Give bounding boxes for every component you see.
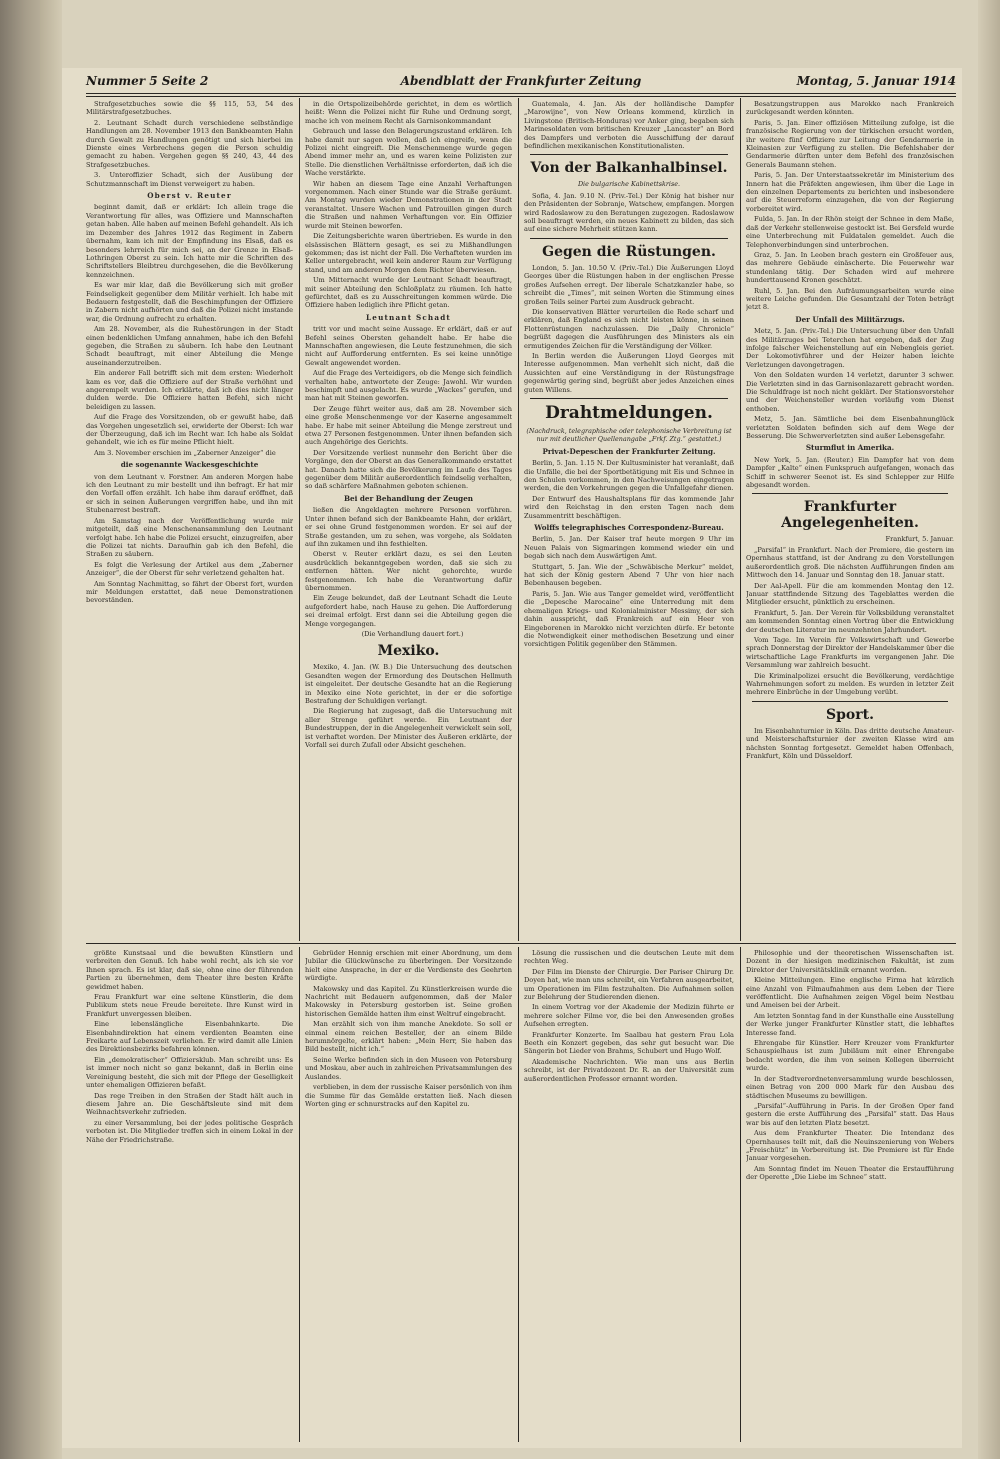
paragraph: verblieben, in dem der russische Kaiser persönlich von ihm die Summe für das Gemälde erstatten ließ. Nach diesen Worten ging er schnurstracks auf den Kapitel zu. bbox=[305, 1083, 512, 1108]
paragraph: Die Zeitungsberichte waren übertrieben. Es wurde in den elsässischen Blättern gesagt, es sei zu Mißhandlungen gekommen; das ist nicht der Fall. Die Verhafteten wurden im Keller untergebracht, weil kein anderer Raum zur Verfügung stand, und am anderen Morgen dem Richter überwiesen. bbox=[305, 232, 512, 274]
paragraph: Der Aal-Apell. Für die am kommenden Montag den 12. Januar stattfindende Sitzung des Tageblattes werden die Mitglieder ersucht, pünktlich zu erscheinen. bbox=[746, 581, 954, 607]
paragraph: Berlin, 5. Jan. 1.15 N. Der Kultusminister hat veranlaßt, daß die Unfälle, die bei der Sportbetätigung mit Eis und Schnee in den Schulen vorkommen, in den Nachweisungen eingetragen werden, die den Vorkehrungen gegen die Unfallgefahr dienen. bbox=[524, 459, 734, 493]
paragraph: Guatemala, 4. Jan. Als der holländische Dampfer „Marowijne“, von New Orleans kommend, kürzlich in Livingstone (Britisch-Honduras) vor Anker ging, begaben sich Marinesoldaten vom britischen Kreuzer „Lancaster“ an Bord des Dampfers und verboten die Ausschiffung der darauf befindlichen mexikanischen Konstitutionalisten. bbox=[524, 100, 734, 151]
paragraph: Gebrüder Hennig erschien mit einer Abordnung, um dem Jubilar die Glückwünsche zu überbringen. Der Vorsitzende hielt eine Ansprache, in der er die Verdienste des Geehrten würdigte. bbox=[305, 949, 512, 983]
article-column bbox=[86, 100, 293, 938]
paragraph: Von den Soldaten wurden 14 verletzt, darunter 3 schwer. Die Verletzten sind in das Garnisonlazarett gebracht worden. Die Schuldfrage ist noch nicht geklärt. Der Stationsvorsteher und der Weichensteller wurden vorläufig vom Dienst enthoben. bbox=[746, 371, 954, 413]
section-subheading: Bei der Behandlung der Zeugen bbox=[343, 493, 474, 503]
paragraph: In Berlin werden die Äußerungen Lloyd Georges mit Interesse aufgenommen. Man verhehlt sich nicht, daß die Aussichten auf eine Verständigung in der Rüstungsfrage gegenwärtig gering sind, begrüßt aber jedes Anzeichen eines guten Willens. bbox=[524, 351, 734, 394]
paragraph: Es war mir klar, daß die Bevölkerung sich mit großer Feindseligkeit gegenüber dem Militär verhielt. Ich habe mit Bedauern festgestellt, daß die Beschimpfungen der Offiziere in Zabern nicht aufhörten und daß die Polizei nicht imstande war, die Ordnung aufrecht zu erhalten. bbox=[86, 281, 293, 323]
feuilleton-column bbox=[305, 949, 512, 1441]
paragraph: Um Mitternacht wurde der Leutnant Schadt beauftragt, mit seiner Abteilung den Schloßplatz zu räumen. Ich hatte gefürchtet, daß es zu Ausschreitungen kommen würde. Die Offiziere haben lediglich ihre Pflicht getan. bbox=[305, 276, 512, 310]
article-column bbox=[524, 100, 734, 938]
paragraph: London, 5. Jan. 10.50 V. (Priv.-Tel.) Die Äußerungen Lloyd Georges über die Rüstungen haben in der englischen Presse großes Aufsehen erregt. Der liberale Schatzkanzler habe, so schreibt die „Times“, mit seinen Worten die Stimmung eines großen Teils seiner Partei zum Ausdruck gebracht. bbox=[524, 263, 734, 306]
section-headline: Mexiko. bbox=[377, 643, 440, 660]
paragraph: Es folgt die Verlesung der Artikel aus dem „Zaberner Anzeiger“, die der Oberst für sehr verletzend gehalten hat. bbox=[86, 560, 293, 578]
paragraph: Stuttgart, 5. Jan. Wie der „Schwäbische Merkur“ meldet, hat sich der König gestern Abend 7 Uhr von hier nach Bebenhausen begeben. bbox=[524, 562, 734, 588]
paragraph: Frau Frankfurt war eine seltene Künstlerin, die dem Publikum stets neue Freude bereitete. Ihre Kunst wird in Frankfurt unvergessen bleiben. bbox=[86, 993, 293, 1018]
paragraph: in die Ortspolizeibehörde gerichtet, in dem es wörtlich heißt: Wenn die Polizei nicht für Ruhe und Ordnung sorgt, mache ich von meinem Recht als Garnisonkommandant bbox=[305, 100, 512, 125]
paragraph: Das rege Treiben in den Straßen der Stadt hält auch in diesem Jahre an. Die Geschäftsleute sind mit dem Weihnachtsverkehr zufrieden. bbox=[86, 1091, 293, 1117]
header-rule-thin bbox=[86, 96, 956, 97]
paragraph: „Parsifal“ in Frankfurt. Nach der Premiere, die gestern im Opernhaus stattfand, ist der Andrang zu den Vorstellungen außerordentlich groß. Die nächsten Aufführungen finden am Mittwoch den 14. Januar und Sonntag den 18. Januar statt. bbox=[746, 545, 954, 580]
paragraph: Seine Werke befinden sich in den Museen von Petersburg und Moskau, aber auch in zahlreichen Privatsammlungen des Auslandes. bbox=[305, 1055, 512, 1081]
paragraph: Berlin, 5. Jan. Der Kaiser traf heute morgen 9 Uhr im Neuen Palais von Sigmaringen kommend wieder ein und begab sich nach dem Auswärtigen Amt. bbox=[524, 535, 734, 561]
reprint-notice: (Nachdruck, telegraphische oder telephonische Verbreitung ist nur mit deutlicher Quellenangabe „Frkf. Ztg.“ gestattet.) bbox=[526, 426, 732, 444]
dateline: Frankfurt, 5. Januar. bbox=[885, 535, 954, 544]
paragraph: größte Kunstsaal und die bewußten Künstlern und verbreiten den Genuß. Ich habe wohl recht, als ich sie vor Ihnen sprach. Es ist klar, daß sie, ohne eine der führenden Partien zu übernehmen, dem Theater ihre besten Kräfte gewidmet haben. bbox=[86, 949, 293, 991]
paragraph: Mexiko, 4. Jan. (W. B.) Die Untersuchung des deutschen Gesandten wegen der Ermordung des Deutschen Hellmuth ist eingeleitet. Der deutsche Gesandte hat an die Regierung in Mexiko eine Note gerichtet, in der er die sofortige Bestrafung der Schuldigen verlangt. bbox=[305, 663, 512, 705]
paragraph: zu einer Versammlung, bei der jedes politische Gespräch verboten ist. Die Mitglieder treffen sich in einem Lokal in der Nähe der Friedrichstraße. bbox=[86, 1118, 293, 1144]
paragraph: 3. Unteroffizier Schadt, sich der Ausübung der Schutzmannschaft im Dienst verweigert zu haben. bbox=[86, 171, 293, 188]
paragraph: von dem Leutnant v. Forstner. Am anderen Morgen habe ich den Leutnant zu mir bestellt und ihn befragt. Er hat mir den Vorfall offen erzählt. Ich habe ihm darauf eröffnet, daß er sich in seinen Äußerungen vergriffen habe, und ihn mit Stubenarrest bestraft. bbox=[86, 472, 293, 515]
section-subheading: Sturmflut in Amerika. bbox=[805, 443, 895, 453]
issue-date: Montag, 5. Januar 1914 bbox=[796, 74, 956, 88]
paragraph: In der Stadtverordnetenversammlung wurde beschlossen, einen Betrag von 200 000 Mark für den Ausbau des städtischen Museums zu bewilligen. bbox=[746, 1074, 954, 1100]
paragraph: 2. Leutnant Schadt durch verschiedene selbständige Handlungen am 28. November 1913 den Bankbeamten Hahn durch Gewalt zu Handlungen genötigt und sich hierbei im Dienste eines Verbrechens gegen die Person schuldig gemacht zu haben. Vergehen gegen §§ 240, 43, 44 des Strafgesetzbuches. bbox=[86, 118, 293, 169]
masthead: Abendblatt der Frankfurter Zeitung bbox=[400, 74, 642, 88]
paragraph: Am 3. November erschien im „Zaberner Anzeiger“ die bbox=[94, 448, 276, 457]
section-kicker: Die bulgarische Kabinettskrise. bbox=[577, 180, 681, 189]
page-number: Nummer 5 Seite 2 bbox=[86, 74, 209, 88]
page-fold bbox=[40, 0, 62, 1459]
section-headline: Drahtmeldungen. bbox=[545, 402, 713, 423]
paragraph: Auf die Frage des Vorsitzenden, ob er gewußt habe, daß das Vorgehen ungesetzlich sei, erwiderte der Oberst: Ich war der Überzeugung, daß ich im Recht war. Ich habe als Soldat gehandelt, wie ich es für meine Pflicht hielt. bbox=[86, 413, 293, 447]
paragraph: Ein Zeuge bekundet, daß der Leutnant Schadt die Leute aufgefordert habe, nach Hause zu gehen. Die Aufforderung sei dreimal erfolgt. Erst dann sei die Abteilung gegen die Menge vorgegangen. bbox=[305, 594, 512, 628]
paragraph: Paris, 5. Jan. Einer offiziösen Mitteilung zufolge, ist die französische Regierung von der türkischen ersucht worden, ihr weitere fünf Offiziere zur Leitung der Gendarmerie in Kleinasien zur Verfügung zu stellen. Die Befehlshaber der Gendarmerie dürften unter dem Befehl des französischen Generals Baumann stehen. bbox=[746, 118, 954, 169]
feuilleton-column bbox=[746, 949, 954, 1441]
paragraph: Die konservativen Blätter verurteilen die Rede scharf und erklären, daß England es sich nicht leisten könne, in seinen Flottenrüstungen nachzulassen. Die „Daily Chronicle“ begrüßt dagegen die Ausführungen des Ministers als ein ermutigendes Zeichen für die Verständigung der Völker. bbox=[524, 307, 734, 350]
paragraph: Eine lebenslängliche Eisenbahnkarte. Die Eisenbahndirektion hat einem verdienten Beamten eine Freikarte auf Lebenszeit verliehen. Er wird damit alle Linien des Direktionsbezirks befahren können. bbox=[86, 1020, 293, 1054]
paragraph: Graz, 5. Jan. In Leoben brach gestern ein Großfeuer aus, das mehrere Gebäude einäscherte. Die Feuerwehr war stundenlang tätig. Der Schaden wird auf mehrere hunderttausend Kronen geschätzt. bbox=[746, 250, 954, 285]
section-subheading: Oberst v. Reuter bbox=[147, 191, 232, 201]
divider bbox=[752, 701, 948, 702]
section-subheading: Privat-Depeschen der Frankfurter Zeitung. bbox=[542, 446, 716, 456]
section-subheading: Wolffs telegraphisches Correspondenz-Bureau. bbox=[534, 523, 724, 533]
paragraph: Metz, 5. Jan. Sämtliche bei dem Eisenbahnunglück verletzten Soldaten befinden sich auf dem Wege der Besserung. Die Schwerverletzten sind außer Lebensgefahr. bbox=[746, 415, 954, 441]
paragraph: Ein anderer Fall betrifft sich mit dem ersten: Wiederholt kam es vor, daß die Offiziere auf der Straße verhöhnt und angerempelt wurden. Ich erklärte, daß ich dies nicht länger dulden werde. Die Offiziere hatten Befehl, sich nicht beleidigen zu lassen. bbox=[86, 369, 293, 411]
paragraph: Oberst v. Reuter erklärt dazu, es sei den Leuten ausdrücklich bekanntgegeben worden, daß sie sich zu entfernen hätten. Wer nicht gehorchte, wurde festgenommen. Ich habe die Verantwortung dafür übernommen. bbox=[305, 550, 512, 592]
paragraph: Die Regierung hat zugesagt, daß die Untersuchung mit aller Strenge geführt werde. Ein Leutnant der Bundestruppen, der in die Angelegenheit verwickelt sein soll, ist verhaftet worden. Der Minister des Äußeren erklärte, der Vorfall sei durch Zufall oder Absicht geschehen. bbox=[305, 707, 512, 750]
paragraph: Man erzählt sich von ihm manche Anekdote. So soll er einmal einem reichen Besteller, der an einem Bilde herumnörgelte, erklärt haben: „Mein Herr, Sie haben das Bild bestellt, nicht ich.“ bbox=[305, 1020, 512, 1054]
divider bbox=[530, 238, 728, 239]
column-rule bbox=[740, 98, 741, 941]
section-subheading: die sogenannte Wackesgeschichte bbox=[120, 460, 259, 470]
column-rule bbox=[740, 947, 741, 1442]
column-rule bbox=[299, 98, 300, 941]
paragraph: Der Zeuge führt weiter aus, daß am 28. November sich eine große Menschenmenge vor der Kaserne angesammelt habe. Er habe mit seiner Abteilung die Menge zerstreut und etwa 27 Personen festgenommen. Unter ihnen befanden sich auch Angehörige des Gerichts. bbox=[305, 404, 512, 447]
section-headline: Von der Balkanhalbinsel. bbox=[530, 160, 728, 177]
divider bbox=[530, 398, 728, 399]
page-header bbox=[86, 74, 956, 92]
paragraph: Ehrengabe für Künstler. Herr Kreuzer vom Frankfurter Schauspielhaus ist zum Jubiläum mit einer Ehrengabe bedacht worden, die ihm von seinen Kollegen überreicht wurde. bbox=[746, 1039, 954, 1073]
paragraph: Am Sonntag findet im Neuen Theater die Erstaufführung der Operette „Die Liebe im Schnee“ statt. bbox=[746, 1164, 954, 1182]
paragraph: Vom Tage. Im Verein für Volkswirtschaft und Gewerbe sprach Donnerstag der Direktor der Handelskammer über die wirtschaftliche Lage Frankfurts im vergangenen Jahr. Die Versammlung war zahlreich besucht. bbox=[746, 635, 954, 670]
paragraph: Akademische Nachrichten. Wie man uns aus Berlin schreibt, ist der Privatdozent Dr. R. an der Universität zum außerordentlichen Professor ernannt worden. bbox=[524, 1057, 734, 1083]
paragraph: Frankfurter Konzerte. Im Saalbau hat gestern Frau Lola Beeth ein Konzert gegeben, das sehr gut besucht war. Die Sängerin bot Lieder von Brahms, Schubert und Hugo Wolf. bbox=[524, 1030, 734, 1056]
section-subheading: Der Unfall des Militärzugs. bbox=[795, 314, 905, 324]
paragraph: New York, 5. Jan. (Reuter.) Ein Dampfer hat von dem Dampfer „Kalte“ einen Funkspruch aufgefangen, wonach das Schiff in schwerer Seenot ist. Es sind Schlepper zur Hilfe abgesandt worden. bbox=[746, 455, 954, 490]
paragraph: Am letzten Sonntag fand in der Kunsthalle eine Ausstellung der Werke junger Frankfurter Künstler statt, die lebhaftes Interesse fand. bbox=[746, 1011, 954, 1037]
paragraph: Paris, 5. Jan. Der Unterstaatssekretär im Ministerium des Innern hat die Präfekten angewiesen, ihm über die Lage in den einzelnen Departements zu berichten und insbesondere auf die Steuerreform einzugehen, die von der Regierung vorbereitet wird. bbox=[746, 171, 954, 213]
paragraph: ließen die Angeklagten mehrere Personen vorführen. Unter ihnen befand sich der Bankbeamte Hahn, der erklärt, er sei ohne Grund festgenommen worden. Er sei auf der Straße gestanden, um zu sehen, was vorgehe, als Soldaten auf ihn zukamen und ihn festhielten. bbox=[305, 506, 512, 548]
paragraph: Frankfurt, 5. Jan. Der Verein für Volksbildung veranstaltet am kommenden Sonntag einen Vortrag über die Entwicklung der deutschen Literatur im neunzehnten Jahrhundert. bbox=[746, 608, 954, 634]
paragraph: Am 28. November, als die Ruhestörungen in der Stadt einen bedenklichen Umfang annahmen, habe ich den Befehl gegeben, die Straßen zu säubern. Ich habe den Leutnant Schadt beauftragt, mit einer Abteilung die Menge auseinanderzutreiben. bbox=[86, 325, 293, 367]
paragraph: Gebrauch und lasse den Belagerungszustand erklären. Ich habe damit nur sagen wollen, daß ich eingreife, wenn die Polizei nicht eingreift. Die Menschenmenge wurde gegen Abend immer mehr an, und es waren keine Polizisten zur Stelle. Die dienstlichen Verhältnisse erforderten, daß ich die Wache verstärkte. bbox=[305, 127, 512, 178]
paragraph: Lösung die russischen und die deutschen Leute mit dem rechten Weg. bbox=[524, 949, 734, 966]
section-headline: Sport. bbox=[826, 706, 874, 723]
article-column bbox=[746, 100, 954, 938]
paragraph: Makowsky und das Kapitel. Zu Künstlerkreisen wurde die Nachricht mit Bedauern aufgenommen, daß der Maler Makowsky in Petersburg gestorben ist. Seine großen historischen Gemälde hatten ihm einst Weltruf eingebracht. bbox=[305, 984, 512, 1018]
feuilleton-column bbox=[86, 949, 293, 1441]
section-headline: Frankfurter Angelegenheiten. bbox=[781, 499, 919, 532]
column-rule bbox=[518, 98, 519, 941]
paragraph: Am Samstag nach der Veröffentlichung wurde mir mitgeteilt, daß eine Menschenansammlung den Leutnant verfolgt habe. Ich habe die Polizei ersucht, einzugreifen, aber die Polizei tat nichts. Daraufhin gab ich den Befehl, die Straßen zu säubern. bbox=[86, 516, 293, 559]
paragraph: tritt vor und macht seine Aussage. Er erklärt, daß er auf Befehl seines Obersten gehandelt habe. Er habe die Mannschaften angewiesen, die Leute festzunehmen, die sich nicht auf Aufforderung entfernten. Es sei keine unnötige Gewalt angewendet worden. bbox=[305, 325, 512, 367]
paragraph: In einem Vortrag vor der Akademie der Medizin führte er mehrere solcher Filme vor, die bei den Anwesenden großes Aufsehen erregten. bbox=[524, 1003, 734, 1029]
section-subheading: Leutnant Schadt bbox=[366, 312, 451, 322]
paragraph: „Parsifal“-Aufführung in Paris. In der Großen Oper fand gestern die erste Aufführung des „Parsifal“ statt. Das Haus war bis auf den letzten Platz besetzt. bbox=[746, 1101, 954, 1127]
paragraph: Der Entwurf des Haushaltsplans für das kommende Jahr wird den Reichstag in den ersten Tagen nach dem Zusammentritt beschäftigen. bbox=[524, 494, 734, 520]
paragraph: beginnt damit, daß er erklärt: Ich allein trage die Verantwortung für alles, was Offiziere und Mannschaften getan haben. Alle haben auf meinen Befehl gehandelt. Als ich im Dezember des Jahres 1912 das Regiment in Zabern übernahm, kam ich mit der Empfindung ins Elsaß, daß es besonders lehrreich für mich sei, an der Grenze in Elsaß-Lothringen Oberst zu sein. Ich hatte mir die Schriften des Schriftstellers Bleibtreu durchgesehen, die die Bevölkerung kennzeichnen. bbox=[86, 203, 293, 279]
page-edge bbox=[978, 0, 1000, 1459]
paragraph: Philosophie und der theoretischen Wissenschaften ist. Dozent in der hiesigen medizinischen Fakultät, ist zum Direktor der Universitätsklinik ernannt worden. bbox=[746, 949, 954, 974]
paragraph: Die Kriminalpolizei ersucht die Bevölkerung, verdächtige Wahrnehmungen sofort zu melden. Es wurden in letzter Zeit mehrere Einbrüche in der Umgebung verübt. bbox=[746, 671, 954, 697]
paragraph: Der Film im Dienste der Chirurgie. Der Pariser Chirurg Dr. Doyen hat, wie man uns schreibt, ein Verfahren ausgearbeitet, um Operationen im Film festzuhalten. Die Aufnahmen sollen zur Belehrung der Studierenden dienen. bbox=[524, 967, 734, 1002]
feuilleton-column bbox=[524, 949, 734, 1441]
paragraph: Kleine Mitteilungen. Eine englische Firma hat kürzlich eine Anzahl von Filmaufnahmen aus dem Leben der Tiere veröffentlicht. Die Aufnahmen zeigen Vögel beim Nestbau und Ameisen bei der Arbeit. bbox=[746, 976, 954, 1010]
paragraph: Am Sonntag Nachmittag, so fährt der Oberst fort, wurden mir Meldungen erstattet, daß neue Demonstrationen bevorständen. bbox=[86, 579, 293, 605]
paragraph: Im Eisenbahnturnier in Köln. Das dritte deutsche Amateur- und Meisterschaftsturnier der zweiten Klasse wird am nächsten Sonntag fortgesetzt. Gemeldet haben Offenbach, Frankfurt, Köln und Düsseldorf. bbox=[746, 726, 954, 760]
paragraph: Auf die Frage des Verteidigers, ob die Menge sich feindlich verhalten habe, antwortete der Zeuge: Jawohl. Wir wurden beschimpft und ausgelacht. Es wurde „Wackes“ gerufen, und man hat mit Steinen geworfen. bbox=[305, 369, 512, 403]
paragraph: Ruhl, 5. Jan. Bei den Aufräumungsarbeiten wurde eine weitere Leiche gefunden. Die Gesamtzahl der Toten beträgt jetzt 8. bbox=[746, 286, 954, 312]
paragraph: Sofia, 4. Jan. 9.10 N. (Priv.-Tel.) Der König hat bisher nur den Präsidenten der Sobranje, Watschew, empfangen. Morgen wird Radoslawow zu den Beratungen zugezogen. Radoslawow soll beauftragt werden, ein neues Kabinett zu bilden, das sich auf eine sichere Mehrheit stützen kann. bbox=[524, 191, 734, 234]
divider bbox=[530, 154, 728, 155]
divider bbox=[752, 493, 948, 494]
section-headline: Gegen die Rüstungen. bbox=[542, 243, 716, 260]
column-rule bbox=[518, 947, 519, 1442]
header-rule bbox=[86, 93, 956, 94]
paragraph: Wir haben an diesem Tage eine Anzahl Verhaftungen vorgenommen. Nach einer Stunde war die Straße geräumt. Am Montag wurden wieder Demonstrationen in der Stadt veranstaltet. Unsere Wachen und Patrouillen gingen durch die Straßen und nahmen Verhaftungen vor. Ein Offizier wurde mit Steinen beworfen. bbox=[305, 179, 512, 230]
paragraph: Metz, 5. Jan. (Priv.-Tel.) Die Untersuchung über den Unfall des Militärzuges bei Teterchen hat ergeben, daß der Zug infolge falscher Weichenstellung auf ein Nebengleis geriet. Der Lokomotivführer und der Heizer haben leichte Verletzungen davongetragen. bbox=[746, 327, 954, 369]
article-column bbox=[305, 100, 512, 938]
paragraph: Der Vorsitzende verliest nunmehr den Bericht über die Vorgänge, den der Oberst an das Generalkommando erstattet hat. Danach hatte sich die Bevölkerung im Laufe des Tages gegenüber dem Militär außerordentlich feindselig verhalten, so daß schärfere Maßnahmen geboten schienen. bbox=[305, 448, 512, 491]
feuilleton-rule bbox=[86, 943, 956, 944]
paragraph: Aus dem Frankfurter Theater. Die Intendanz des Opernhauses teilt mit, daß die Neuinszenierung von Webers „Freischütz“ in Vorbereitung ist. Die Premiere ist für Ende Januar vorgesehen. bbox=[746, 1129, 954, 1163]
paragraph: Strafgesetzbuches sowie die §§ 115, 53, 54 des Militärstrafgesetzbuches. bbox=[86, 100, 293, 117]
paragraph: (Die Verhandlung dauert fort.) bbox=[361, 629, 464, 638]
paragraph: Besatzungstruppen aus Marokko nach Frankreich zurückgesandt werden könnten. bbox=[746, 100, 954, 117]
paragraph: Paris, 5. Jan. Wie aus Tanger gemeldet wird, veröffentlicht die „Depesche Marocaine“ eine Unterredung mit dem ehemaligen Kriegs- und Kolonialminister Messimy, der sich dahin ausspricht, daß Frankreich auf ein Heer von Eingeborenen in Marokko nicht verzichten dürfe. Er betonte die Notwendigkeit einer methodischen Besetzung und einer vorsichtigen Politik gegenüber den Stämmen. bbox=[524, 589, 734, 649]
column-rule bbox=[299, 947, 300, 1442]
paragraph: Fulda, 5. Jan. In der Rhön steigt der Schnee in dem Maße, daß der Verkehr stellenweise gestockt ist. Bei Gersfeld wurde eine Unterbrechung mit Fuldatalen gemeldet. Auch die Telephonverbindungen sind unterbrochen. bbox=[746, 215, 954, 249]
paragraph: Ein „demokratischer“ Offiziersklub. Man schreibt uns: Es ist immer noch nicht so ganz bekannt, daß in Berlin eine Vereinigung besteht, die sich mit der Pflege der Geselligkeit unter ehemaligen Offizieren befaßt. bbox=[86, 1055, 293, 1090]
